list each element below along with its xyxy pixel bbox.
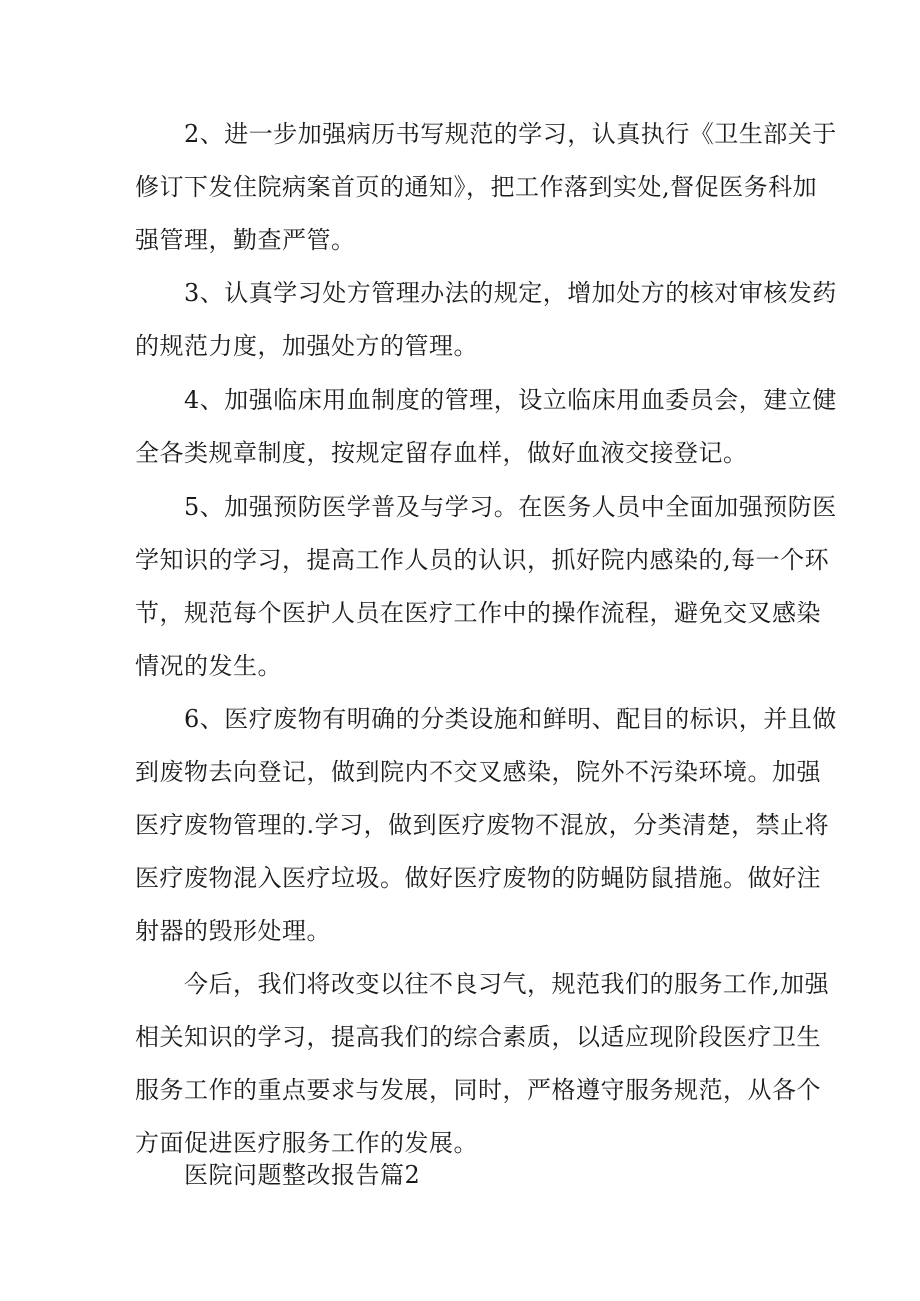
paragraph-line: 今后，我们将改变以往不良习气，规范我们的服务工作,加强 [184,970,830,998]
paragraph-item-5 [135,481,837,693]
paragraph-line: 射器的毁形处理。 [135,917,331,945]
paragraph-line: 医疗废物混入医疗垃圾。做好医疗废物的防蝇防鼠措施。做好注 [135,864,821,892]
paragraph-line: 服务工作的重点要求与发展，同时，严格遵守服务规范，从各个 [135,1076,821,1104]
section-heading: 医院问题整改报告篇2 [184,1161,421,1189]
paragraph-item-6 [135,693,837,958]
paragraph-line: 到废物去向登记，做到院内不交叉感染，院外不污染环境。加强 [135,758,821,786]
paragraph-item-3 [135,267,837,373]
paragraph-conclusion [135,958,830,1170]
paragraph-line: 的规范力度，加强处方的管理。 [135,332,478,360]
paragraph-line: 2、进一步加强病历书写规范的学习，认真执行《卫生部关于 [184,120,837,148]
paragraph-item-4 [135,374,837,480]
paragraph-line: 全各类规章制度，按规定留存血样，做好血液交接登记。 [135,439,748,467]
paragraph-line: 节，规范每个医护人员在医疗工作中的操作流程，避免交叉感染 [135,599,821,627]
paragraph-line: 6、医疗废物有明确的分类设施和鲜明、配目的标识，并且做 [184,705,837,733]
paragraph-line: 方面促进医疗服务工作的发展。 [135,1129,478,1157]
paragraph-line: 学知识的学习，提高工作人员的认识，抓好院内感染的,每一个环 [135,546,830,574]
paragraph-line: 修订下发住院病案首页的通知》，把工作落到实处,督促医务科加 [135,173,818,201]
paragraph-item-2 [135,108,837,267]
paragraph-line: 情况的发生。 [135,652,282,680]
paragraph-line: 强管理，勤查严管。 [135,226,356,254]
paragraph-line: 医疗废物管理的.学习，做到医疗废物不混放，分类清楚，禁止将 [135,811,830,839]
paragraph-line: 相关知识的学习，提高我们的综合素质，以适应现阶段医疗卫生 [135,1023,821,1051]
paragraph-line: 4、加强临床用血制度的管理，设立临床用血委员会，建立健 [184,386,837,414]
paragraph-line: 5、加强预防医学普及与学习。在医务人员中全面加强预防医 [184,493,837,521]
paragraph-line: 3、认真学习处方管理办法的规定，增加处方的核对审核发药 [184,279,837,307]
